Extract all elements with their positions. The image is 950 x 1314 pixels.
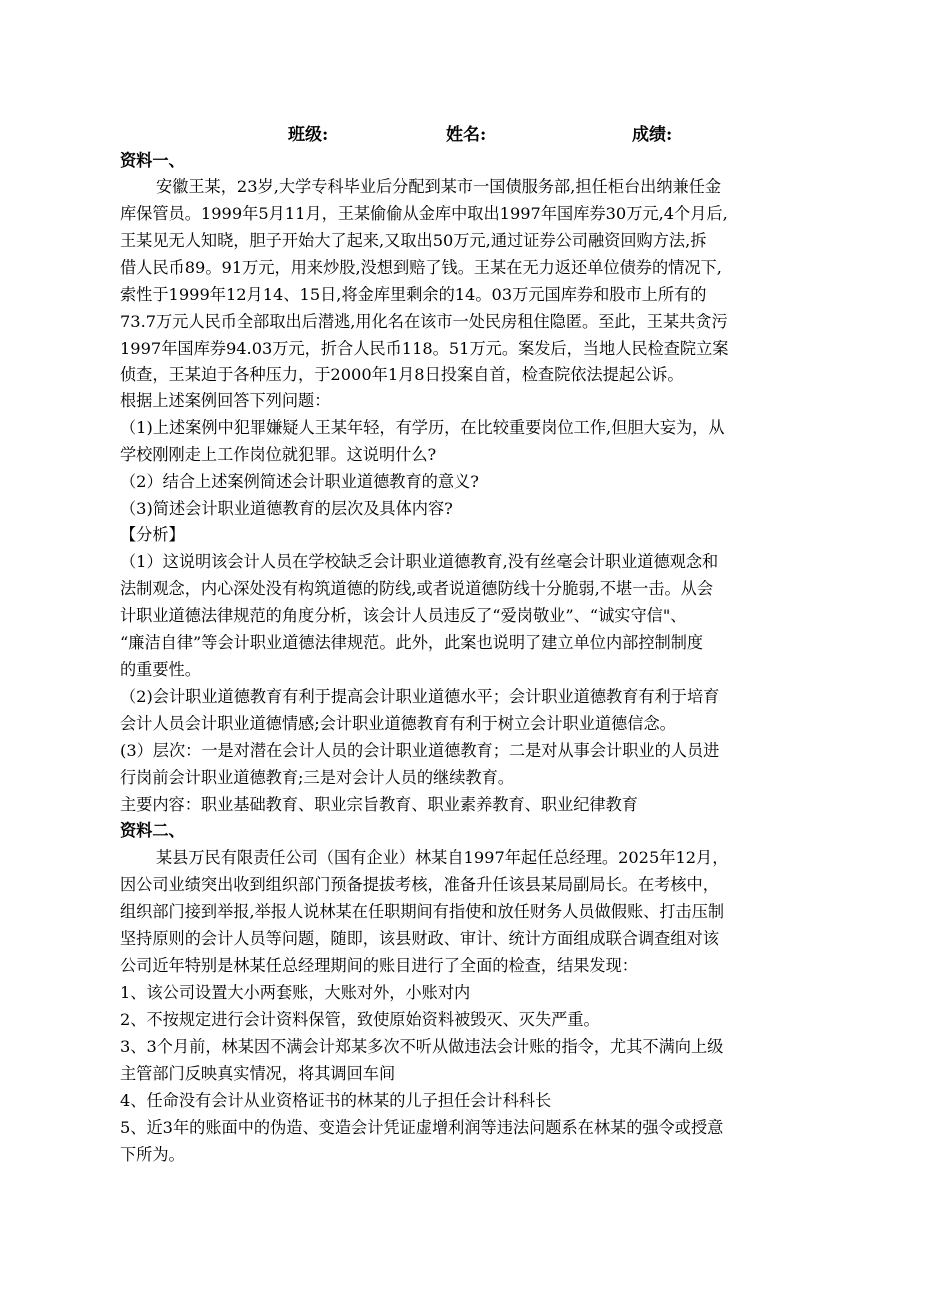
section1-case-line: 王某见无人知晓，胆子开始大了起来,又取出50万元,通过证券公司融资回购方法,拆 [120, 231, 707, 250]
analysis-line: 法制观念，内心深处没有构筑道德的防线,或者说道德防线十分脆弱,不堪一击。从会 [120, 579, 714, 598]
analysis-line: 计职业道德法律规范的角度分析，该会计人员违反了“爱岗敬业”、“诚实守信"、 [120, 606, 687, 625]
finding-line: 4、任命没有会计从业资格证书的林某的儿子担任会计科科长 [120, 1091, 552, 1110]
analysis-line: 的重要性。 [120, 660, 201, 679]
section1-title: 资料一、 [120, 151, 185, 170]
section2-title: 资料二、 [120, 821, 185, 840]
section1-case-line: 侦查，王某迫于各种压力，于2000年1月8日投案自首，检查院依法提起公诉。 [120, 365, 684, 384]
finding-line: 1、该公司设置大小两套账，大账对外，小账对内 [120, 983, 471, 1002]
finding-line: 主管部门反映真实情况，将其调回车间 [120, 1064, 396, 1083]
section2-case-line: 某县万民有限责任公司（国有企业）林某自1997年起任总经理。2025年12月， [156, 848, 729, 867]
question-line: （1)上述案例中犯罪嫌疑人王某年轻，有学历，在比较重要岗位工作,但胆大妄为，从 [120, 418, 725, 437]
finding-line: 下所为。 [120, 1145, 185, 1164]
analysis-title: 【分析】 [120, 525, 185, 544]
section2-case-line: 因公司业绩突出收到组织部门预备提拔考核，准备升任该县某局副局长。在考核中， [120, 875, 719, 894]
analysis-line: 行岗前会计职业道德教育;三是对会计人员的继续教育。 [120, 768, 514, 787]
analysis-line: 会计人员会计职业道德情感;会计职业道德教育有利于树立会计职业道德信念。 [120, 714, 676, 733]
section2-case-line: 公司近年特别是林某任总经理期间的账目进行了全面的检查，结果发现： [120, 956, 638, 975]
question-line: （3)简述会计职业道德教育的层次及具体内容? [120, 499, 453, 518]
section1-case-line: 库保管员。1999年5月11月，王某偷偷从金库中取出1997年国库券30万元,4个月后, [120, 204, 728, 223]
section1-case-line: 73.7万元人民币全部取出后潜逃,用化名在该市一处民房租住隐匿。至此，王某共贪污 [120, 312, 728, 331]
section1-case-line: 借人民币89。91万元，用来炒股,没想到赔了钱。王某在无力返还单位债券的情况下, [120, 258, 722, 277]
class-label: 班级: [288, 125, 329, 145]
question-line: 学校刚刚走上工作岗位就犯罪。这说明什么? [120, 445, 437, 464]
section1-case-line: 1997年国库券94.03万元，折合人民币118。51万元。案发后，当地人民检查院立案 [120, 339, 729, 358]
section1-case-line: 索性于1999年12月14、15日,将金库里剩余的14。03万元国库券和股市上所有的 [120, 285, 707, 304]
name-label: 姓名: [446, 125, 487, 145]
document-page [120, 118, 840, 1168]
finding-line: 3、3个月前，林某因不满会计郑某多次不听从做违法会计账的指令，尤其不满向上级 [120, 1037, 724, 1056]
section2-case-line: 坚持原则的会计人员等问题，随即，该县财政、审计、统计方面组成联合调查组对该 [120, 929, 719, 948]
analysis-line: (3）层次：一是对潜在会计人员的会计职业道德教育；二是对从事会计职业的人员进 [120, 741, 720, 760]
finding-line: 2、不按规定进行会计资料保管，致使原始资料被毁灭、灭失严重。 [120, 1010, 600, 1029]
analysis-line: 主要内容：职业基础教育、职业宗旨教育、职业素养教育、职业纪律教育 [120, 795, 638, 814]
analysis-line: （1）这说明该会计人员在学校缺乏会计职业道德教育,没有丝毫会计职业道德观念和 [120, 552, 719, 571]
analysis-line: “廉洁自律”等会计职业道德法律规范。此外，此案也说明了建立单位内部控制制度 [120, 633, 704, 652]
question-line: （2）结合上述案例简述会计职业道德教育的意义? [120, 472, 479, 491]
section2-case-line: 组织部门接到举报,举报人说林某在任职期间有指使和放任财务人员做假账、打击压制 [120, 902, 725, 921]
finding-line: 5、近3年的账面中的伪造、变造会计凭证虚增利润等违法问题系在林某的强令或授意 [120, 1118, 724, 1137]
header-fields [120, 118, 840, 148]
analysis-line: （2)会计职业道德教育有利于提高会计职业道德水平；会计职业道德教育有利于培育 [120, 687, 720, 706]
section1-case-line: 安徽王某，23岁,大学专科毕业后分配到某市一国债服务部,担任柜台出纳兼任金 [156, 177, 722, 196]
score-label: 成绩: [632, 125, 673, 145]
question-intro: 根据上述案例回答下列问题： [120, 391, 331, 410]
